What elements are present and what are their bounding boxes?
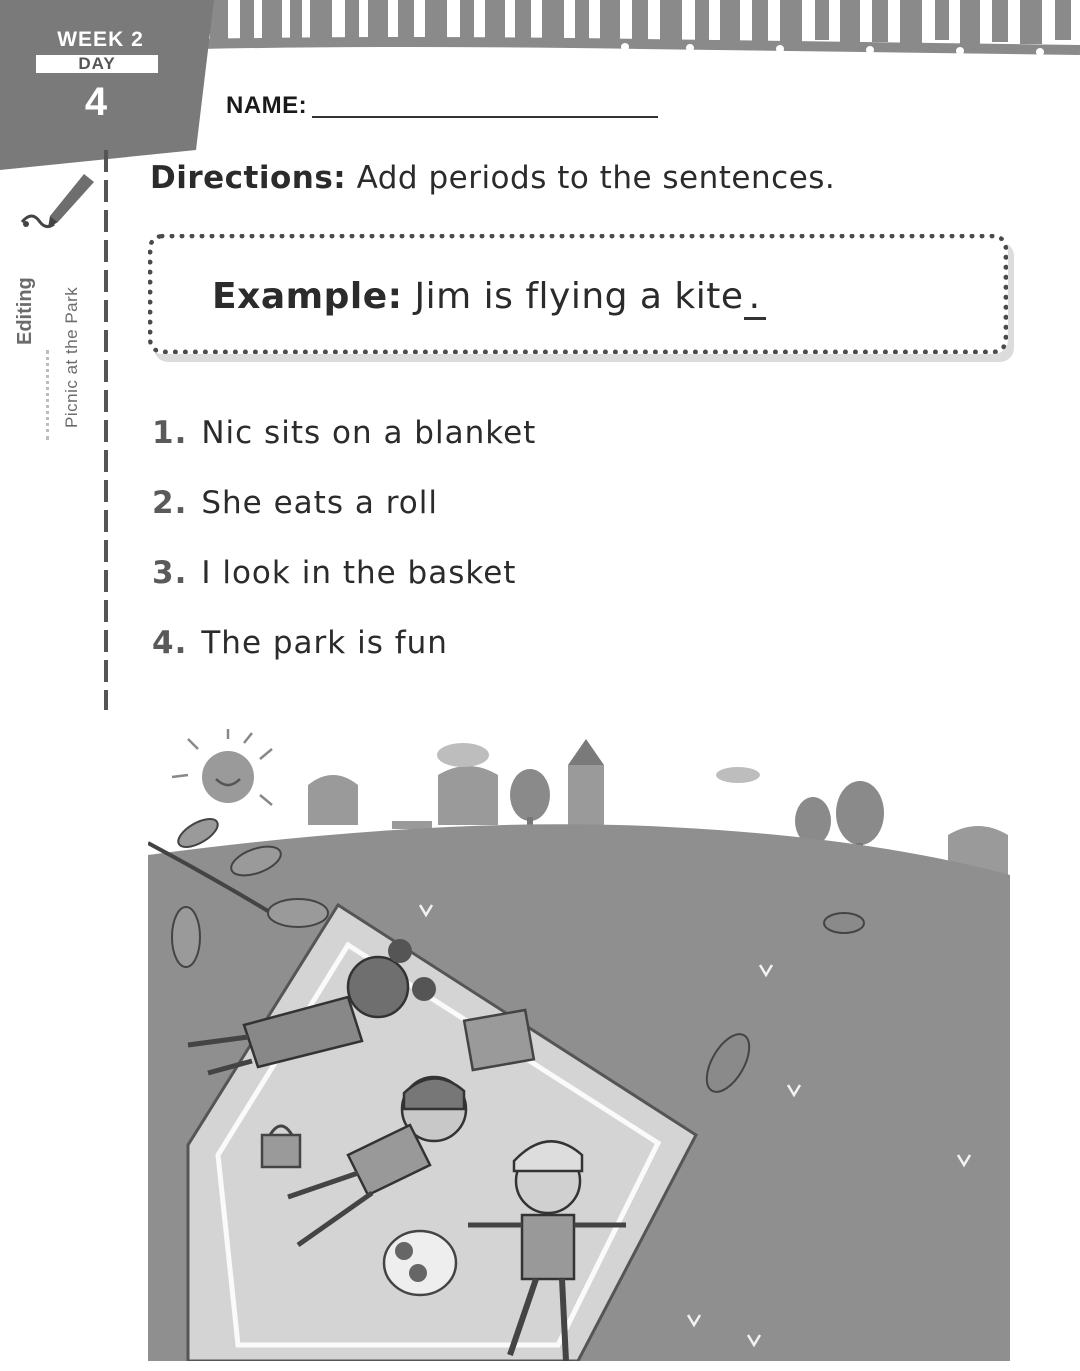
food-plate-icon	[384, 1231, 456, 1295]
item-text: She eats a roll	[201, 485, 438, 521]
sidebar-topic-label: Picnic at the Park	[62, 286, 81, 428]
day-number: 4	[84, 80, 108, 124]
example-sentence	[212, 276, 766, 320]
sentence-item[interactable]	[152, 555, 516, 591]
item-text: Nic sits on a blanket	[201, 415, 537, 451]
sentence-item[interactable]	[152, 625, 448, 661]
example-answer-blank: .	[744, 276, 766, 320]
day-label: DAY	[78, 54, 116, 73]
item-text: The park is fun	[201, 625, 448, 661]
sentence-item[interactable]	[152, 415, 536, 451]
example-text: Jim is flying a kite	[414, 276, 744, 317]
item-text: I look in the basket	[201, 555, 517, 591]
sun-icon	[172, 729, 272, 805]
picnic-illustration	[148, 725, 1010, 1361]
name-label: NAME:	[226, 92, 308, 119]
directions	[150, 160, 835, 196]
pen-icon	[18, 170, 98, 235]
directions-text: Add periods to the sentences.	[356, 160, 836, 196]
sentence-item[interactable]	[152, 485, 438, 521]
sidebar-divider	[46, 350, 49, 440]
item-number: 1.	[152, 415, 188, 451]
item-number: 3.	[152, 555, 188, 591]
name-field[interactable]	[312, 116, 658, 118]
sidebar-skill-label: Editing	[14, 277, 36, 345]
item-number: 4.	[152, 625, 188, 661]
example-label: Example:	[212, 276, 403, 317]
item-number: 2.	[152, 485, 188, 521]
left-margin-band	[0, 170, 108, 1371]
margin-rule	[104, 150, 108, 710]
directions-label: Directions:	[150, 160, 347, 196]
week-label: WEEK 2	[57, 28, 144, 51]
